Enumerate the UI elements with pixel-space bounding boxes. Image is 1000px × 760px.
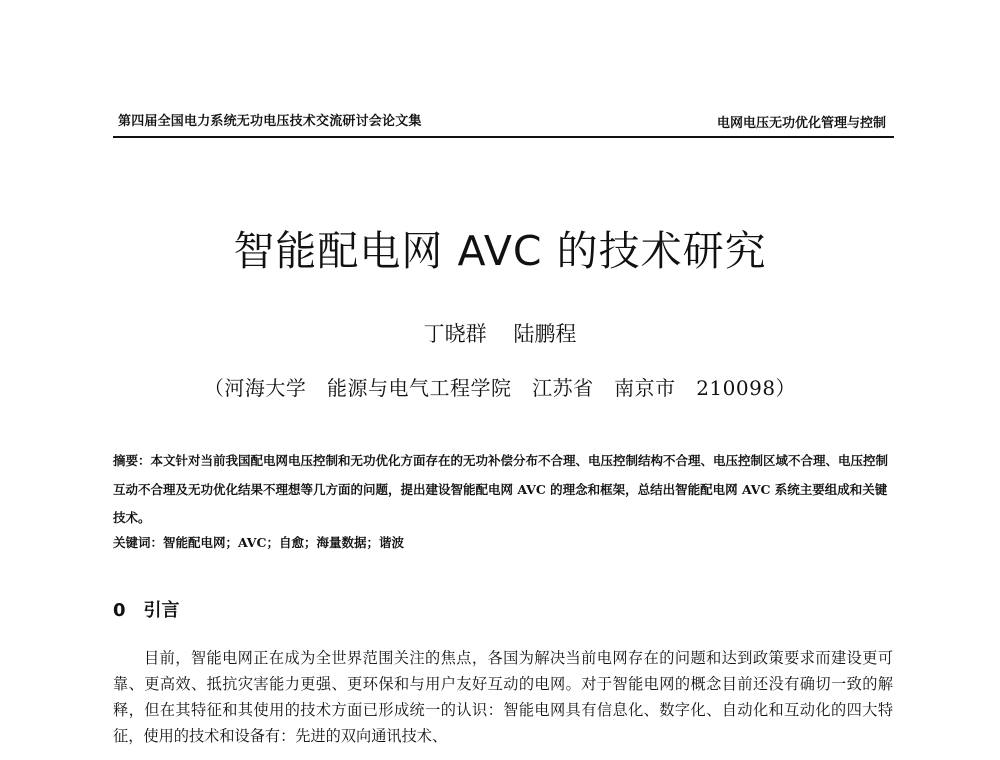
section-heading — [113, 596, 180, 622]
authors — [0, 318, 1000, 348]
author-1: 丁晓群 — [423, 322, 487, 346]
running-header — [113, 108, 894, 138]
keywords-text: 智能配电网；AVC；自愈；海量数据；谐波 — [163, 535, 404, 550]
abstract-label: 摘要： — [113, 453, 151, 468]
section-title: 引言 — [143, 600, 180, 621]
paper-title: 智能配电网 AVC 的技术研究 — [233, 227, 767, 275]
header-proceedings-title: 第四届全国电力系统无功电压技术交流研讨会论文集 — [118, 114, 422, 129]
body-paragraph — [113, 645, 893, 749]
keywords — [113, 533, 894, 551]
author-2: 陆鹏程 — [513, 322, 577, 346]
paragraph-text: 目前，智能电网正在成为全世界范围关注的焦点，各国为解决当前电网存在的问题和达到政策要求而建设更可靠、更高效、抵抗灾害能力更强、更环保和与用户友好互动的电网。对于智能电网的概念目前还没有确切一致的解释，但在其特征和其使用的技术方面已形成统一的认识：智能电网具有信息化、数字化、自动化和互动化的四大特征，使用的技术和设备有：先进的双向通讯技术、 — [113, 649, 893, 745]
affiliation: （河海大学 能源与电气工程学院 江苏省 南京市 210098） — [203, 376, 797, 400]
section-number: 0 — [113, 600, 126, 621]
header-section-title: 电网电压无功优化管理与控制 — [716, 116, 886, 131]
keywords-label: 关键词： — [113, 535, 164, 550]
abstract — [113, 447, 894, 533]
abstract-text: 本文针对当前我国配电网电压控制和无功优化方面存在的无功补偿分布不合理、电压控制结构不合理、电压控制区域不合理、电压控制互动不合理及无功优化结果不理想等几方面的问题，提出建设智能配电网 AVC 的理念和框架，总结出智能配电网 AVC 系统主要组成和关键技术。 — [113, 453, 889, 526]
